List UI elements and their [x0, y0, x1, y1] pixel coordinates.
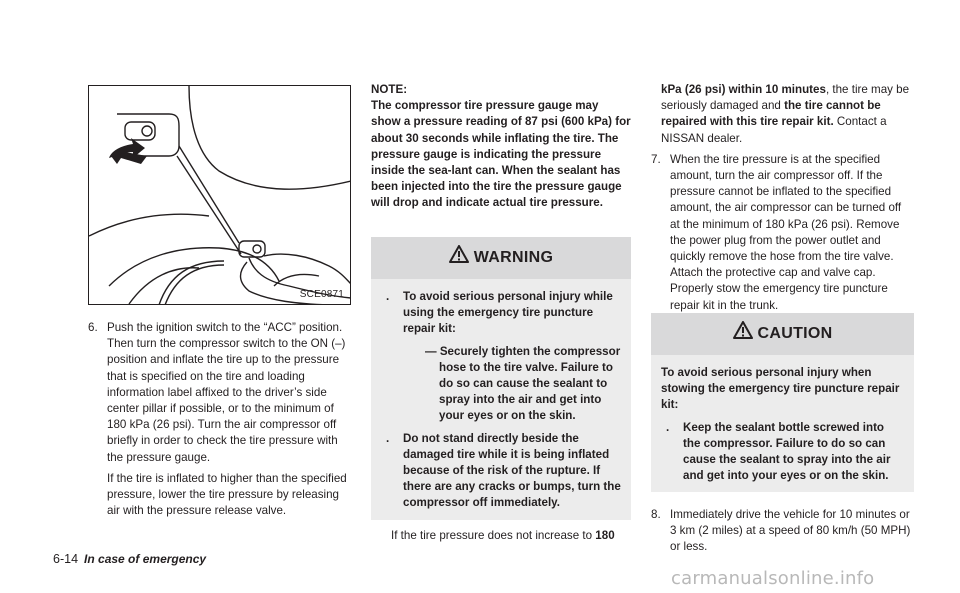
caution-bullet-1-text: Keep the sealant bottle screwed into the compressor. Failure to do so can cause the sealant to spray into the air and get into your eyes or on the skin.	[683, 420, 891, 483]
step-8	[651, 507, 914, 556]
pressure-prefix: If the tire pressure does not increase to	[391, 529, 596, 542]
watermark: carmanualsonline.info	[671, 568, 875, 589]
step-number: 7.	[651, 152, 661, 166]
warning-bullet-1: . To avoid serious personal injury while using the emergency tire puncture repair kit: — Securely tighten the compressor hose to the tire valve. Failure to do so can cause the sealant to spray into the air and get into your eyes or on the skin.	[381, 289, 621, 425]
warning-bullet-2-text: Do not stand directly beside the damaged tire while it is being inflated because of the risk of the rupture. If there are any cracks or bumps, turn the compressor off immediately.	[403, 431, 621, 510]
step-6-text: Push the ignition switch to the “ACC” position. Then turn the compressor switch to the ON (–) position and inflate the tire up to the pressure that is specified on the tire and loading information label affixed to the driver’s side center pillar if possible, or to the minimum of 180 kPa (26 psi). Turn the air compressor off briefly in order to check the tire pressure with the pressure gauge.	[107, 321, 346, 464]
step-6-text-2: If the tire is inflated to higher than the specified pressure, lower the tire pressure by releasing air with the pressure release valve.	[107, 471, 347, 518]
step-7-text: When the tire pressure is at the specified amount, turn the air compressor off. If the pressure cannot be inflated to the specified amount, the air compressor can be turned off at the minimum of 180 kPa (26 psi). Remove the power plug from the power outlet and quickly remove the hose from the tire valve. Attach the protective cap and valve cap. Properly stow the emergency tire puncture repair kit in the trunk.	[670, 152, 902, 312]
step-number: 8.	[651, 508, 661, 521]
warning-box	[371, 237, 631, 520]
section-title: In case of emergency	[84, 552, 207, 566]
pressure-bold-3: the tire cannot be repaired with this tire repair kit.	[661, 99, 881, 129]
column-1	[88, 320, 354, 519]
caution-intro: To avoid serious personal injury when stowing the emergency tire puncture repair kit:	[661, 366, 900, 412]
illustration-figure	[88, 85, 351, 305]
warning-title: WARNING	[473, 249, 554, 266]
step-number: 6.	[88, 321, 98, 334]
column-3	[651, 82, 914, 314]
caution-header	[651, 313, 914, 355]
column-2	[371, 82, 631, 212]
note-text: The compressor tire pressure gauge may show a pressure reading of 87 psi (600 kPa) for about 30 seconds while inflating the tire. The pressure gauge is indicating the pressure inside the sea-lant can. When the sealant has been injected into the tire the pressure gauge will drop and indicate actual tire pressure.	[371, 99, 631, 210]
figure-label: SCE0871	[299, 289, 344, 300]
warning-dash-1: — Securely tighten the compressor hose to the tire valve. Failure to do so can cause the sealant to spray into the air and get into your eyes or on the skin.	[425, 344, 621, 423]
ignition-switch-illustration	[89, 86, 351, 305]
step-7	[651, 152, 914, 314]
caution-title: CAUTION	[757, 325, 833, 342]
page-footer	[53, 552, 206, 566]
pressure-paragraph-start	[371, 528, 631, 544]
caution-bullet-1: . Keep the sealant bottle screwed into the compressor. Failure to do so can cause the sealant to spray into the air and get into your eyes or on the skin.	[661, 420, 904, 485]
pressure-suffix: Contact a NISSAN dealer.	[661, 115, 887, 145]
warning-triangle-icon	[449, 245, 469, 263]
warning-bullet-1-text: To avoid serious personal injury while using the emergency tire puncture repair kit:	[403, 290, 613, 336]
page-number: 6-14	[53, 552, 79, 566]
warning-bullet-2: . Do not stand directly beside the damaged tire while it is being inflated because of the risk of the rupture. If there are any cracks or bumps, turn the compressor off immediately.	[381, 431, 621, 512]
step-8-container	[651, 507, 914, 556]
pressure-bold-2: kPa (26 psi) within 10 minutes	[661, 83, 826, 96]
pressure-mid: , the tire may be seriously damaged and	[661, 83, 910, 113]
warning-header	[371, 237, 631, 279]
caution-box	[651, 313, 914, 492]
step-6	[88, 320, 354, 519]
pressure-bold-1: 180	[595, 529, 615, 542]
step-8-text: Immediately drive the vehicle for 10 minutes or 3 km (2 miles) at a speed of 80 km/h (50 MPH) or less.	[670, 508, 911, 554]
warning-body	[371, 279, 631, 520]
note-heading: NOTE:	[371, 83, 408, 96]
caution-triangle-icon	[733, 321, 753, 339]
caution-body	[651, 355, 914, 492]
